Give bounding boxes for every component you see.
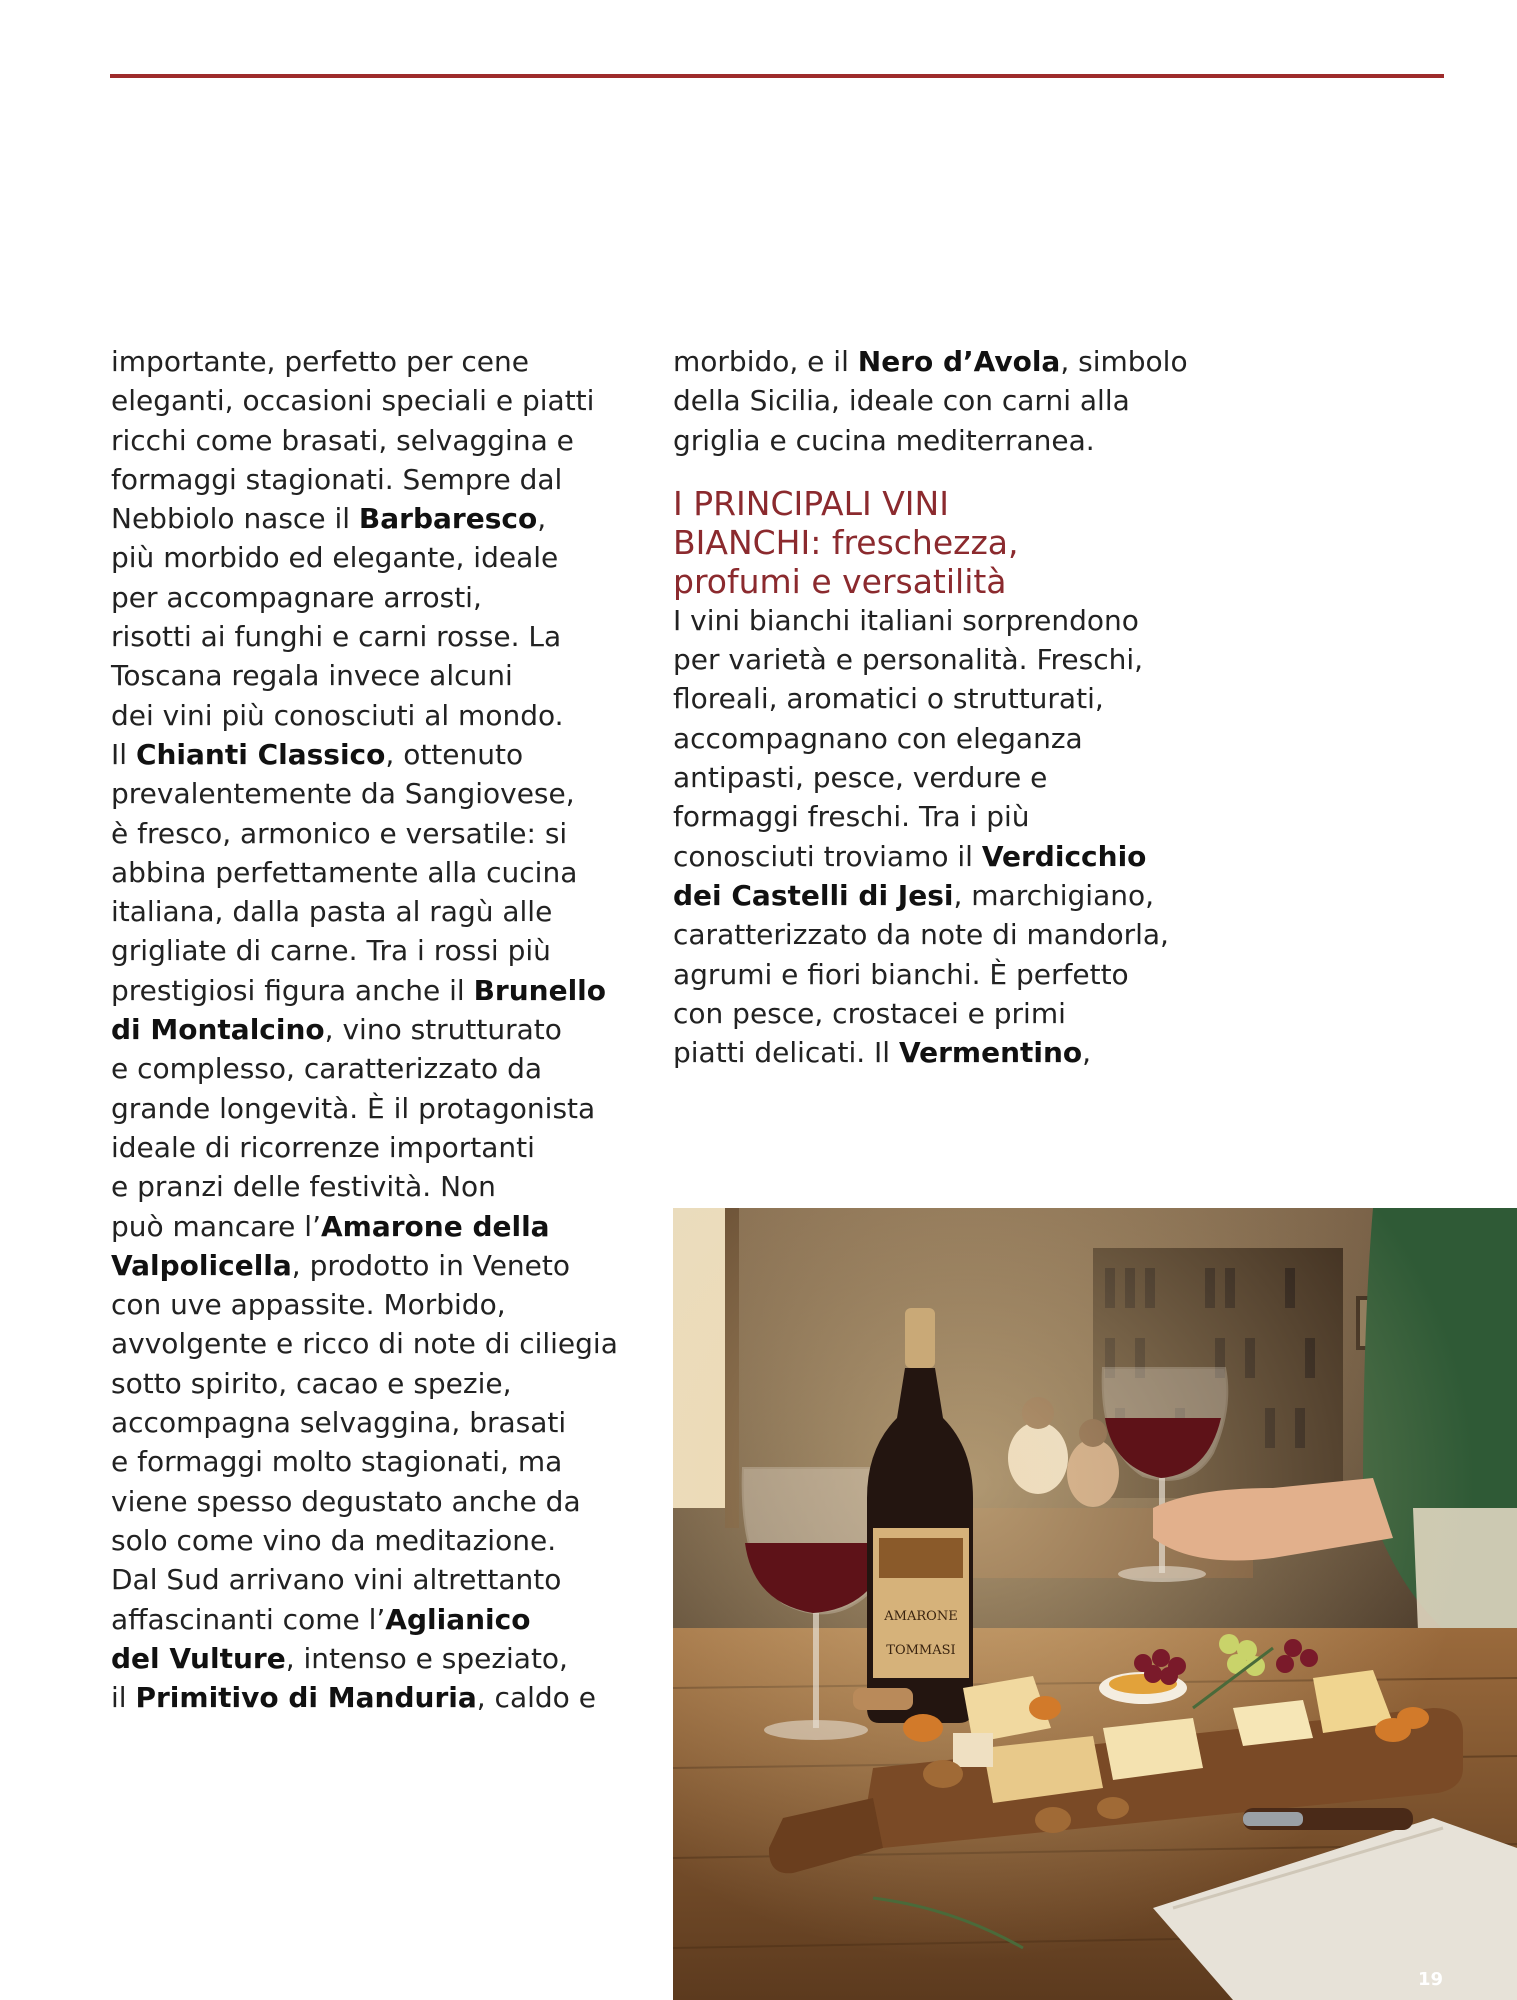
wine-name: Nero d’Avola: [857, 345, 1061, 378]
text-run: ,: [1082, 1036, 1092, 1070]
bottle-label-amarone: AMARONE: [884, 1609, 958, 1624]
wine-name: Primitivo di Manduria: [135, 1681, 477, 1715]
body-paragraph: [111, 342, 631, 1717]
bottle-label-tommasi: TOMMASI: [886, 1643, 956, 1658]
wine-name: Verdicchio dei Castelli di Jesi: [673, 839, 1147, 912]
text-run: I vini bianchi italiani sorprendono per varietà e personalità. Freschi, floreali, aromatici o strutturati, accompagnano con eleganza antipasti, pesce, verdure e formaggi freschi. Tra i più conosciuti troviamo il: [673, 603, 1144, 873]
text-run: , marchigiano, caratterizzato da note di mandorla, agrumi e fiori bianchi. È perfetto con pesce, crostacei e primi piatti delicati. Il: [673, 878, 1169, 1070]
body-paragraph: [673, 601, 1193, 1073]
wine-name: Chianti Classico: [135, 737, 386, 771]
text-run: , simbolo della Sicilia, ideale con carni alla griglia e cucina mediterranea.: [673, 345, 1188, 457]
wine-name: Aglianico del Vulture: [111, 1602, 531, 1675]
section-heading: I PRINCIPALI VINI BIANCHI: freschezza, profumi e versatilità: [673, 483, 1019, 601]
body-paragraph: [673, 342, 1193, 460]
left-column: [111, 342, 631, 1717]
top-rule: [110, 74, 1444, 78]
text-run: , prodotto in Veneto con uve appassite. Morbido, avvolgente e ricco di note di ciliegia sotto spirito, cacao e spezie, accompagna selvaggina, brasati e formaggi molto stagionati, ma viene spesso degustato anche da solo come vino da meditazione. Dal Sud arrivano vini altrettanto affascinanti come l’: [111, 1248, 618, 1636]
right-column: [673, 342, 1193, 1072]
wine-name: Amarone della Valpolicella: [111, 1209, 550, 1282]
text-run: morbido, e il: [673, 345, 858, 378]
page-number: 19: [1418, 1969, 1444, 1990]
text-run: , più morbido ed elegante, ideale per accompagnare arrosti, risotti ai funghi e carni rosse. La Toscana regala invece alcuni dei vini più conosciuti al mondo. Il: [111, 502, 564, 771]
wine-name: Barbaresco: [358, 502, 538, 536]
text-run: , caldo e: [476, 1681, 596, 1715]
text-run: importante, perfetto per cene eleganti, occasioni speciali e piatti ricchi come brasati, selvaggina e formaggi stagionati. Sempre dal Nebbiolo nasce il: [111, 345, 595, 536]
wine-name: Brunello di Montalcino: [111, 973, 607, 1047]
text-run: , vino strutturato e complesso, caratterizzato da grande longevità. È il protagonista ideale di ricorrenze importanti e pranzi delle festività. Non può mancare l’: [111, 1013, 596, 1243]
wine-tasting-photo: [673, 1208, 1517, 2000]
text-run: , intenso e speziato, il: [111, 1641, 568, 1715]
wine-name: Vermentino: [898, 1036, 1083, 1070]
text-run: , ottenuto prevalentemente da Sangiovese, è fresco, armonico e versatile: si abbina perfettamente alla cucina italiana, dalla pasta al ragù alle grigliate di carne. Tra i rossi più prestigiosi figura anche il: [111, 737, 578, 1007]
